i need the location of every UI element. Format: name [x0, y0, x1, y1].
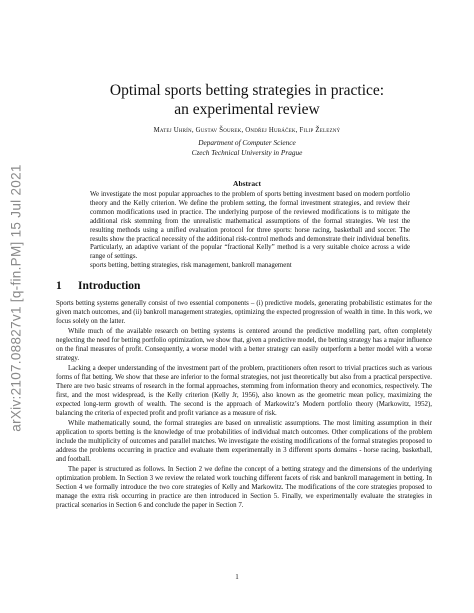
- page-number: 1: [235, 573, 239, 581]
- university: Czech Technical University in Prague: [191, 147, 303, 157]
- affiliation: [60, 138, 434, 157]
- introduction-body: [56, 300, 432, 512]
- section-heading: [56, 280, 140, 292]
- title-line-1: Optimal sports betting strategies in practice:: [109, 82, 385, 99]
- body-paragraph: While much of the available research on betting systems is centered around the predictive modelling part, often completely neglecting the need for betting portfolio optimization, we show that, given a predictive model, the betting strategy has a major influence on the final measures of profit. Consequently, a worse model with a better strategy can easily outperform a better model with a worse strategy.: [56, 328, 432, 362]
- section-title: Introduction: [78, 280, 141, 292]
- keywords: sports betting, betting strategies, risk management, bankroll management: [90, 262, 292, 270]
- department: Department of Computer Science: [198, 138, 296, 147]
- body-paragraph: Lacking a deeper understanding of the investment part of the problem, practitioners often resort to trivial practices such as various forms of flat betting. We show that these are inferior to the formal strategies, not just theoretically but also from a practical perspective. There are two basic streams of research in the formal approaches, stemming from information theory and economics, respectively. The first, and the most widespread, is the Kelly criterion (Kelly Jr, 1956), also known as the geometric mean policy, maximizing the expected long-term growth of wealth. The second is the approach of Markowitz’s Modern portfolio theory (Markowitz, 1952), balancing the criteria of expected profit and profit variance as a measure of risk.: [56, 365, 432, 417]
- arxiv-identifier: arXiv:2107.08827v1 [q-fin.PM] 15 Jul 2021: [8, 164, 24, 432]
- body-paragraph: While mathematically sound, the formal strategies are based on unrealistic assumptions. The most limiting assumption in their application to sports betting is the knowledge of true probabilities of individual match outcomes. Other complications of the problem include the multiplicity of outcomes and parallel matches. We investigate the existing modifications of the formal strategies proposed to address the problems occurring in practice and evaluate them experimentally in 3 different sports domains - horse racing, basketball, and football.: [56, 420, 432, 463]
- paper-title: [60, 81, 434, 119]
- body-paragraph: The paper is structured as follows. In Section 2 we define the concept of a betting strategy and the dimensions of the underlying optimization problem. In Section 3 we review the related work touching different facets of risk and bankroll management in betting. In Section 4 we formally introduce the two core strategies of Kelly and Markowitz. The modifications of the core strategies proposed to manage the extra risk occurring in practice are then introduced in Section 5. Finally, we experimentally evaluate the strategies in practical scenarios in Section 6 and conclude the paper in Section 7.: [56, 466, 432, 509]
- abstract-paragraph: We investigate the most popular approaches to the problem of sports betting investment based on modern portfolio theory and the Kelly criterion. We define the problem setting, the formal investment strategies, and review their common modifications used in practice. The underlying purpose of the reviewed modifications is to mitigate the additional risk stemming from the unrealistic mathematical assumptions of the formal strategies. We test the resulting methods using a unified evaluation protocol for three sports: horse racing, basketball and soccer. The results show the practical necessity of the additional risk-control methods and demonstrate their individual benefits. Particularly, an adaptive variant of the popular “fractional Kelly” method is a very suitable choice across a wide range of settings.: [90, 191, 410, 261]
- section-number: 1: [56, 280, 62, 292]
- body-paragraph: Sports betting systems generally consist of two essential components – (i) predictive models, generating probabilistic estimates for the given match outcomes, and (ii) bankroll management strategies, optimizing the expected progression of wealth in time. In this work, we focus solely on the latter.: [56, 300, 432, 325]
- author-list: Matej Uhrín, Gustav Šourek, Ondřej Hubáček, Filip Železný: [153, 127, 341, 134]
- abstract-text: [90, 191, 410, 271]
- abstract-heading: Abstract: [233, 179, 261, 188]
- arxiv-identifier-sidebar: [4, 108, 28, 488]
- title-line-2: an experimental review: [174, 101, 320, 118]
